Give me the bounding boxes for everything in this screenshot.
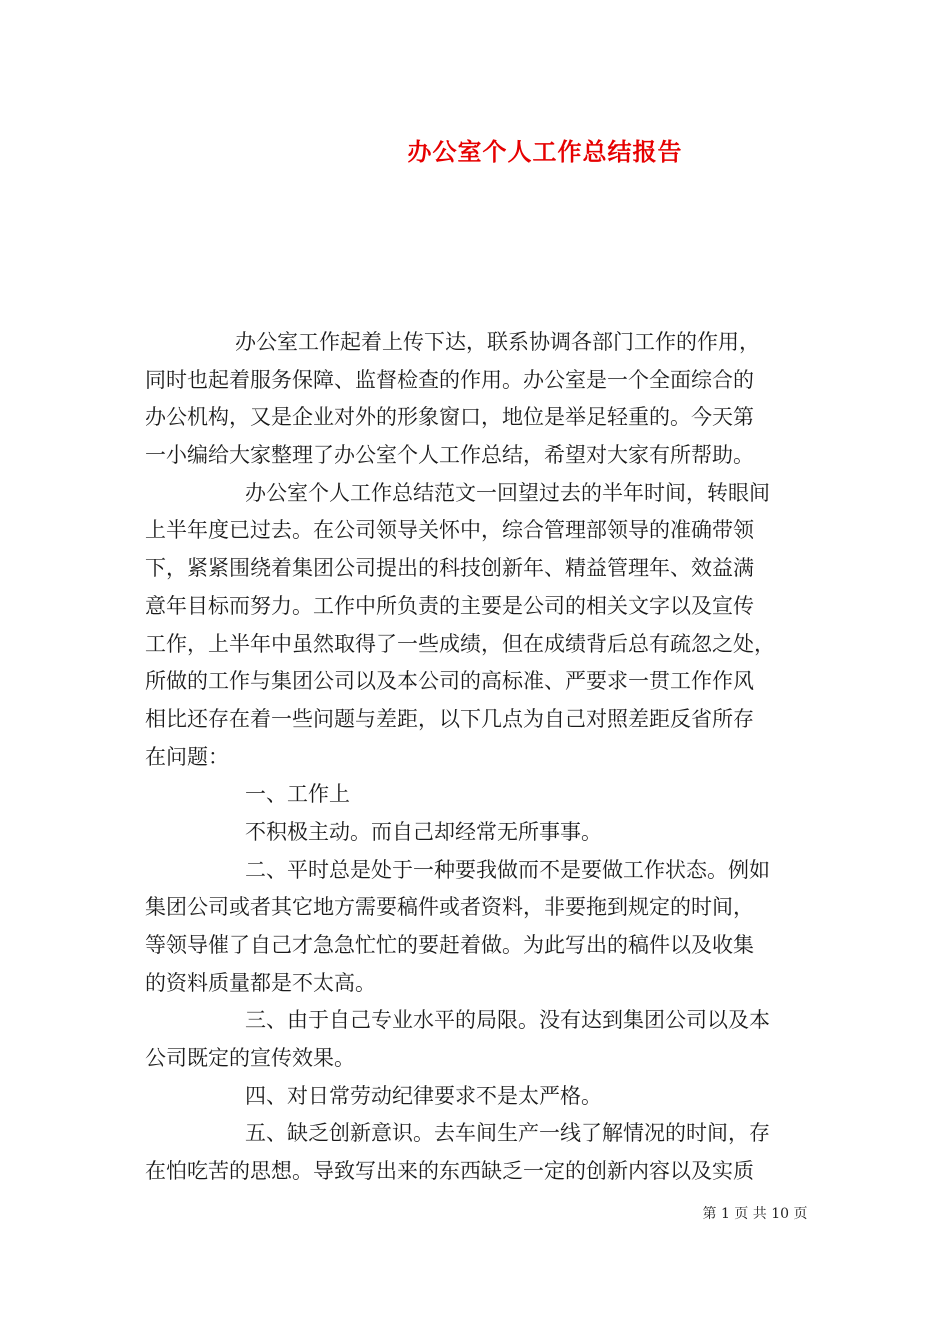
body-line: 二、平时总是处于一种要我做而不是要做工作状态。例如 (245, 857, 770, 882)
body-line: 相比还存在着一些问题与差距，以下几点为自己对照差距反省所存 (145, 706, 754, 731)
document-title: 办公室个人工作总结报告 (407, 137, 683, 166)
body-line: 五、缺乏创新意识。去车间生产一线了解情况的时间，存 (245, 1121, 770, 1146)
body-line: 等领导催了自己才急急忙忙的要赶着做。为此写出的稿件以及收集 (145, 933, 754, 957)
page-number: 第 1 页 共 10 页 (702, 1206, 808, 1222)
body-line: 一小编给大家整理了办公室个人工作总结，希望对大家有所帮助。 (145, 443, 754, 468)
body-line: 四、对日常劳动纪律要求不是太严格。 (245, 1083, 602, 1108)
document-body (145, 324, 807, 1191)
body-line: 办公室个人工作总结范文一回望过去的半年时间，转眼间 (245, 480, 770, 505)
body-line: 意年目标而努力。工作中所负责的主要是公司的相关文字以及宣传 (145, 593, 754, 618)
body-line: 的资料质量都是不太高。 (145, 970, 376, 995)
body-line: 公司既定的宣传效果。 (145, 1046, 355, 1071)
body-line: 三、由于自己专业水平的局限。没有达到集团公司以及本 (245, 1008, 770, 1033)
body-line: 办公机构，又是企业对外的形象窗口，地位是举足轻重的。今天第 (145, 405, 754, 430)
body-line: 在问题： (145, 744, 229, 769)
body-line: 在怕吃苦的思想。导致写出来的东西缺乏一定的创新内容以及实质 (145, 1159, 754, 1184)
body-line: 工作，上半年中虽然取得了一些成绩，但在成绩背后总有疏忽之处， (145, 631, 775, 656)
body-line: 上半年度已过去。在公司领导关怀中，综合管理部领导的准确带领 (145, 518, 754, 543)
body-line: 集团公司或者其它地方需要稿件或者资料，非要拖到规定的时间， (145, 895, 754, 920)
body-line: 办公室工作起着上传下达，联系协调各部门工作的作用， (235, 330, 760, 354)
section-heading: 一、工作上 (245, 782, 350, 807)
body-line: 同时也起着服务保障、监督检查的作用。办公室是一个全面综合的 (145, 367, 754, 392)
body-line: 不积极主动。而自己却经常无所事事。 (245, 819, 602, 844)
body-line: 所做的工作与集团公司以及本公司的高标准、严要求一贯工作作风 (145, 669, 754, 694)
body-line: 下，紧紧围绕着集团公司提出的科技创新年、精益管理年、效益满 (145, 556, 754, 581)
